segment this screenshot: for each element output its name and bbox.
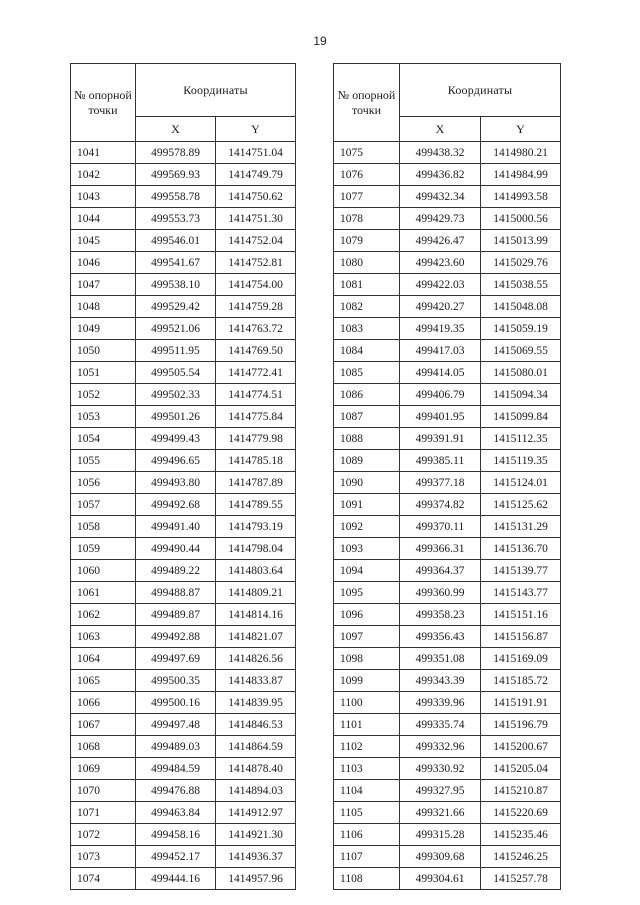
x-coordinate-cell: 499385.11 [400, 450, 481, 472]
y-coordinate-cell: 1414846.53 [216, 714, 296, 736]
x-coordinate-cell: 499546.01 [136, 230, 216, 252]
table-row [334, 186, 561, 208]
table-row [71, 406, 296, 428]
y-coordinate-cell: 1415191.91 [481, 692, 561, 714]
y-coordinate-cell: 1414814.16 [216, 604, 296, 626]
point-id-cell: 1056 [71, 472, 136, 494]
table-row [334, 362, 561, 384]
point-id-cell: 1068 [71, 736, 136, 758]
point-id-cell: 1100 [334, 692, 400, 714]
table-row [334, 142, 561, 164]
point-id-cell: 1041 [71, 142, 136, 164]
y-coordinate-cell: 1415013.99 [481, 230, 561, 252]
x-coordinate-cell: 499490.44 [136, 538, 216, 560]
x-coordinate-cell: 499429.73 [400, 208, 481, 230]
x-coordinate-cell: 499505.54 [136, 362, 216, 384]
x-coordinate-cell: 499558.78 [136, 186, 216, 208]
x-coordinate-cell: 499401.95 [400, 406, 481, 428]
x-coordinate-cell: 499422.03 [400, 274, 481, 296]
x-coordinate-cell: 499538.10 [136, 274, 216, 296]
point-id-cell: 1047 [71, 274, 136, 296]
point-id-cell: 1076 [334, 164, 400, 186]
table-row [71, 582, 296, 604]
table-row [71, 164, 296, 186]
table-row [71, 472, 296, 494]
x-coordinate-cell: 499370.11 [400, 516, 481, 538]
point-id-cell: 1084 [334, 340, 400, 362]
point-id-cell: 1048 [71, 296, 136, 318]
point-id-cell: 1077 [334, 186, 400, 208]
point-id-cell: 1107 [334, 846, 400, 868]
x-coordinate-cell: 499444.16 [136, 868, 216, 890]
point-id-cell: 1099 [334, 670, 400, 692]
point-id-cell: 1104 [334, 780, 400, 802]
y-coordinate-cell: 1415125.62 [481, 494, 561, 516]
x-coordinate-cell: 499491.40 [136, 516, 216, 538]
point-id-cell: 1092 [334, 516, 400, 538]
table-row [334, 208, 561, 230]
x-coordinate-cell: 499343.39 [400, 670, 481, 692]
point-id-cell: 1090 [334, 472, 400, 494]
coordinates-header: Координаты [400, 64, 561, 117]
point-id-cell: 1088 [334, 428, 400, 450]
table-row [71, 538, 296, 560]
point-id-cell: 1080 [334, 252, 400, 274]
x-coordinate-cell: 499330.92 [400, 758, 481, 780]
x-coordinate-cell: 499578.89 [136, 142, 216, 164]
point-id-cell: 1065 [71, 670, 136, 692]
y-coordinate-cell: 1415112.35 [481, 428, 561, 450]
x-coordinate-cell: 499492.88 [136, 626, 216, 648]
y-coordinate-cell: 1415210.87 [481, 780, 561, 802]
y-coordinate-cell: 1414752.04 [216, 230, 296, 252]
y-coordinate-cell: 1415136.70 [481, 538, 561, 560]
table-row [334, 582, 561, 604]
table-row [334, 670, 561, 692]
x-coordinate-cell: 499492.68 [136, 494, 216, 516]
point-id-cell: 1075 [334, 142, 400, 164]
x-coordinate-cell: 499458.16 [136, 824, 216, 846]
y-coordinate-cell: 1414775.84 [216, 406, 296, 428]
y-coordinate-cell: 1414774.51 [216, 384, 296, 406]
table-row [71, 714, 296, 736]
x-coordinate-cell: 499356.43 [400, 626, 481, 648]
point-id-cell: 1070 [71, 780, 136, 802]
x-coordinate-cell: 499391.91 [400, 428, 481, 450]
y-coordinate-cell: 1414894.03 [216, 780, 296, 802]
table-row [71, 230, 296, 252]
point-id-cell: 1102 [334, 736, 400, 758]
x-coordinate-cell: 499452.17 [136, 846, 216, 868]
table-row [334, 736, 561, 758]
y-coordinate-cell: 1414772.41 [216, 362, 296, 384]
y-coordinate-cell: 1414759.28 [216, 296, 296, 318]
point-id-cell: 1089 [334, 450, 400, 472]
x-coordinate-cell: 499364.37 [400, 560, 481, 582]
x-coordinate-cell: 499463.84 [136, 802, 216, 824]
point-id-cell: 1071 [71, 802, 136, 824]
point-id-cell: 1060 [71, 560, 136, 582]
y-coordinate-cell: 1414750.62 [216, 186, 296, 208]
y-coordinate-cell: 1414798.04 [216, 538, 296, 560]
table-row [71, 692, 296, 714]
y-coordinate-cell: 1414809.21 [216, 582, 296, 604]
point-id-cell: 1083 [334, 318, 400, 340]
point-id-cell: 1085 [334, 362, 400, 384]
coordinates-header: Координаты [136, 64, 296, 117]
point-id-cell: 1106 [334, 824, 400, 846]
x-coordinate-cell: 499541.67 [136, 252, 216, 274]
table-row [71, 824, 296, 846]
y-coordinate-cell: 1415235.46 [481, 824, 561, 846]
table-row [334, 472, 561, 494]
point-id-cell: 1042 [71, 164, 136, 186]
x-coordinate-cell: 499501.26 [136, 406, 216, 428]
y-coordinate-cell: 1415029.76 [481, 252, 561, 274]
y-coordinate-cell: 1415200.67 [481, 736, 561, 758]
point-id-cell: 1050 [71, 340, 136, 362]
point-id-cell: 1087 [334, 406, 400, 428]
point-id-cell: 1096 [334, 604, 400, 626]
point-id-cell: 1078 [334, 208, 400, 230]
table-row [71, 846, 296, 868]
y-coordinate-cell: 1414763.72 [216, 318, 296, 340]
y-coordinate-cell: 1414921.30 [216, 824, 296, 846]
point-id-cell: 1064 [71, 648, 136, 670]
x-coordinate-cell: 499489.03 [136, 736, 216, 758]
table-row [71, 780, 296, 802]
table-row [334, 824, 561, 846]
table-row [334, 384, 561, 406]
y-coordinate-cell: 1414912.97 [216, 802, 296, 824]
table-row [71, 604, 296, 626]
y-coordinate-cell: 1415156.87 [481, 626, 561, 648]
x-coordinate-cell: 499497.69 [136, 648, 216, 670]
y-coordinate-cell: 1414793.19 [216, 516, 296, 538]
y-coordinate-cell: 1414787.89 [216, 472, 296, 494]
table-row [71, 274, 296, 296]
point-id-cell: 1063 [71, 626, 136, 648]
point-id-cell: 1067 [71, 714, 136, 736]
table-row [71, 384, 296, 406]
table-row [71, 516, 296, 538]
y-coordinate-cell: 1414826.56 [216, 648, 296, 670]
y-coordinate-cell: 1415038.55 [481, 274, 561, 296]
y-coordinate-cell: 1414749.79 [216, 164, 296, 186]
table-row [334, 340, 561, 362]
x-coordinate-cell: 499497.48 [136, 714, 216, 736]
y-coordinate-cell: 1415139.77 [481, 560, 561, 582]
x-coordinate-cell: 499493.80 [136, 472, 216, 494]
x-coordinate-cell: 499489.22 [136, 560, 216, 582]
x-coordinate-cell: 499488.87 [136, 582, 216, 604]
table-row [71, 560, 296, 582]
x-coordinate-cell: 499500.35 [136, 670, 216, 692]
y-coordinate-cell: 1414984.99 [481, 164, 561, 186]
point-id-cell: 1069 [71, 758, 136, 780]
y-coordinate-cell: 1415069.55 [481, 340, 561, 362]
y-coordinate-cell: 1414785.18 [216, 450, 296, 472]
point-id-cell: 1094 [334, 560, 400, 582]
table-row [334, 230, 561, 252]
point-id-cell: 1055 [71, 450, 136, 472]
table-row [71, 736, 296, 758]
y-coordinate-cell: 1414821.07 [216, 626, 296, 648]
point-id-cell: 1051 [71, 362, 136, 384]
table-row [334, 802, 561, 824]
x-coordinate-cell: 499432.34 [400, 186, 481, 208]
point-id-cell: 1095 [334, 582, 400, 604]
table-row [334, 494, 561, 516]
x-coordinate-cell: 499358.23 [400, 604, 481, 626]
y-coordinate-cell: 1414864.59 [216, 736, 296, 758]
x-coordinate-cell: 499569.93 [136, 164, 216, 186]
table-row [334, 516, 561, 538]
y-coordinate-cell: 1415000.56 [481, 208, 561, 230]
point-id-cell: 1091 [334, 494, 400, 516]
point-id-cell: 1044 [71, 208, 136, 230]
y-coordinate-cell: 1415059.19 [481, 318, 561, 340]
point-id-cell: 1052 [71, 384, 136, 406]
point-id-cell: 1066 [71, 692, 136, 714]
x-coordinate-cell: 499529.42 [136, 296, 216, 318]
table-row [334, 252, 561, 274]
table-row [71, 626, 296, 648]
table-row [71, 428, 296, 450]
table-row [334, 626, 561, 648]
x-coordinate-cell: 499420.27 [400, 296, 481, 318]
table-row [334, 560, 561, 582]
table-row [334, 164, 561, 186]
table-row [71, 340, 296, 362]
x-coordinate-cell: 499321.66 [400, 802, 481, 824]
y-coordinate-cell: 1414754.00 [216, 274, 296, 296]
x-coordinate-cell: 499327.95 [400, 780, 481, 802]
point-id-cell: 1082 [334, 296, 400, 318]
x-coordinate-cell: 499484.59 [136, 758, 216, 780]
table-row [334, 846, 561, 868]
x-coordinate-cell: 499335.74 [400, 714, 481, 736]
table-row [334, 274, 561, 296]
point-id-cell: 1054 [71, 428, 136, 450]
table-row [71, 450, 296, 472]
table-row [334, 604, 561, 626]
point-id-cell: 1097 [334, 626, 400, 648]
x-coordinate-cell: 499406.79 [400, 384, 481, 406]
y-coordinate-cell: 1414878.40 [216, 758, 296, 780]
point-id-cell: 1098 [334, 648, 400, 670]
point-id-cell: 1043 [71, 186, 136, 208]
x-coordinate-cell: 499339.96 [400, 692, 481, 714]
point-id-cell: 1058 [71, 516, 136, 538]
point-id-cell: 1086 [334, 384, 400, 406]
y-coordinate-cell: 1415196.79 [481, 714, 561, 736]
table-row [71, 208, 296, 230]
x-coordinate-cell: 499499.43 [136, 428, 216, 450]
coordinates-table-left [70, 63, 296, 890]
x-coordinate-cell: 499417.03 [400, 340, 481, 362]
table-row [71, 362, 296, 384]
page-number: 19 [313, 34, 327, 48]
table-row [71, 494, 296, 516]
table-row [334, 538, 561, 560]
x-coordinate-cell: 499332.96 [400, 736, 481, 758]
x-coordinate-cell: 499553.73 [136, 208, 216, 230]
point-id-cell: 1049 [71, 318, 136, 340]
x-coordinate-cell: 499377.18 [400, 472, 481, 494]
y-coordinate-cell: 1414957.96 [216, 868, 296, 890]
table-row [334, 780, 561, 802]
x-coordinate-cell: 499351.08 [400, 648, 481, 670]
y-coordinate-cell: 1414789.55 [216, 494, 296, 516]
y-coordinate-cell: 1414751.04 [216, 142, 296, 164]
table-row [71, 868, 296, 890]
y-coordinate-cell: 1414936.37 [216, 846, 296, 868]
y-coordinate-cell: 1415169.09 [481, 648, 561, 670]
x-coordinate-cell: 499360.99 [400, 582, 481, 604]
y-coordinate-cell: 1415099.84 [481, 406, 561, 428]
x-column-header: X [136, 117, 216, 142]
y-coordinate-cell: 1414993.58 [481, 186, 561, 208]
y-coordinate-cell: 1415220.69 [481, 802, 561, 824]
y-coordinate-cell: 1415131.29 [481, 516, 561, 538]
x-coordinate-cell: 499476.88 [136, 780, 216, 802]
x-coordinate-cell: 499419.35 [400, 318, 481, 340]
y-coordinate-cell: 1415124.01 [481, 472, 561, 494]
y-coordinate-cell: 1414751.30 [216, 208, 296, 230]
table-row [71, 670, 296, 692]
table-row [71, 758, 296, 780]
y-coordinate-cell: 1415048.08 [481, 296, 561, 318]
x-coordinate-cell: 499366.31 [400, 538, 481, 560]
table-row [334, 296, 561, 318]
y-column-header: Y [216, 117, 296, 142]
point-id-cell: 1105 [334, 802, 400, 824]
point-id-cell: 1073 [71, 846, 136, 868]
table-row [334, 428, 561, 450]
point-id-cell: 1059 [71, 538, 136, 560]
table-row [334, 318, 561, 340]
point-id-cell: 1061 [71, 582, 136, 604]
y-coordinate-cell: 1414803.64 [216, 560, 296, 582]
point-id-cell: 1103 [334, 758, 400, 780]
table-row [334, 692, 561, 714]
x-coordinate-cell: 499496.65 [136, 450, 216, 472]
table-row [334, 406, 561, 428]
point-id-cell: 1081 [334, 274, 400, 296]
x-coordinate-cell: 499438.32 [400, 142, 481, 164]
y-coordinate-cell: 1414769.50 [216, 340, 296, 362]
y-coordinate-cell: 1415094.34 [481, 384, 561, 406]
y-coordinate-cell: 1415205.04 [481, 758, 561, 780]
table-row [71, 252, 296, 274]
point-id-cell: 1053 [71, 406, 136, 428]
table-body [334, 142, 561, 890]
point-id-cell: 1074 [71, 868, 136, 890]
y-coordinate-cell: 1415257.78 [481, 868, 561, 890]
point-number-header: № опорной точки [71, 64, 136, 142]
table-row [71, 802, 296, 824]
x-coordinate-cell: 499521.06 [136, 318, 216, 340]
y-coordinate-cell: 1414779.98 [216, 428, 296, 450]
y-coordinate-cell: 1414980.21 [481, 142, 561, 164]
table-row [71, 648, 296, 670]
y-coordinate-cell: 1415080.01 [481, 362, 561, 384]
x-coordinate-cell: 499304.61 [400, 868, 481, 890]
point-id-cell: 1108 [334, 868, 400, 890]
point-id-cell: 1062 [71, 604, 136, 626]
y-coordinate-cell: 1414839.95 [216, 692, 296, 714]
point-id-cell: 1079 [334, 230, 400, 252]
table-row [334, 450, 561, 472]
y-coordinate-cell: 1415246.25 [481, 846, 561, 868]
x-coordinate-cell: 499436.82 [400, 164, 481, 186]
x-coordinate-cell: 499315.28 [400, 824, 481, 846]
y-column-header: Y [481, 117, 561, 142]
x-coordinate-cell: 499502.33 [136, 384, 216, 406]
table-row [334, 758, 561, 780]
x-coordinate-cell: 499500.16 [136, 692, 216, 714]
table-body [71, 142, 296, 890]
table-row [71, 318, 296, 340]
table-row [71, 142, 296, 164]
x-coordinate-cell: 499309.68 [400, 846, 481, 868]
point-id-cell: 1046 [71, 252, 136, 274]
y-coordinate-cell: 1415185.72 [481, 670, 561, 692]
table-row [71, 186, 296, 208]
table-row [71, 296, 296, 318]
y-coordinate-cell: 1415119.35 [481, 450, 561, 472]
x-coordinate-cell: 499511.95 [136, 340, 216, 362]
point-id-cell: 1057 [71, 494, 136, 516]
point-id-cell: 1045 [71, 230, 136, 252]
x-column-header: X [400, 117, 481, 142]
y-coordinate-cell: 1414752.81 [216, 252, 296, 274]
x-coordinate-cell: 499414.05 [400, 362, 481, 384]
y-coordinate-cell: 1415151.16 [481, 604, 561, 626]
point-id-cell: 1101 [334, 714, 400, 736]
table-row [334, 648, 561, 670]
coordinates-table-right [333, 63, 561, 890]
table-row [334, 714, 561, 736]
point-id-cell: 1072 [71, 824, 136, 846]
point-id-cell: 1093 [334, 538, 400, 560]
y-coordinate-cell: 1414833.87 [216, 670, 296, 692]
x-coordinate-cell: 499426.47 [400, 230, 481, 252]
table-row [334, 868, 561, 890]
x-coordinate-cell: 499423.60 [400, 252, 481, 274]
y-coordinate-cell: 1415143.77 [481, 582, 561, 604]
x-coordinate-cell: 499374.82 [400, 494, 481, 516]
x-coordinate-cell: 499489.87 [136, 604, 216, 626]
point-number-header: № опорной точки [334, 64, 400, 142]
